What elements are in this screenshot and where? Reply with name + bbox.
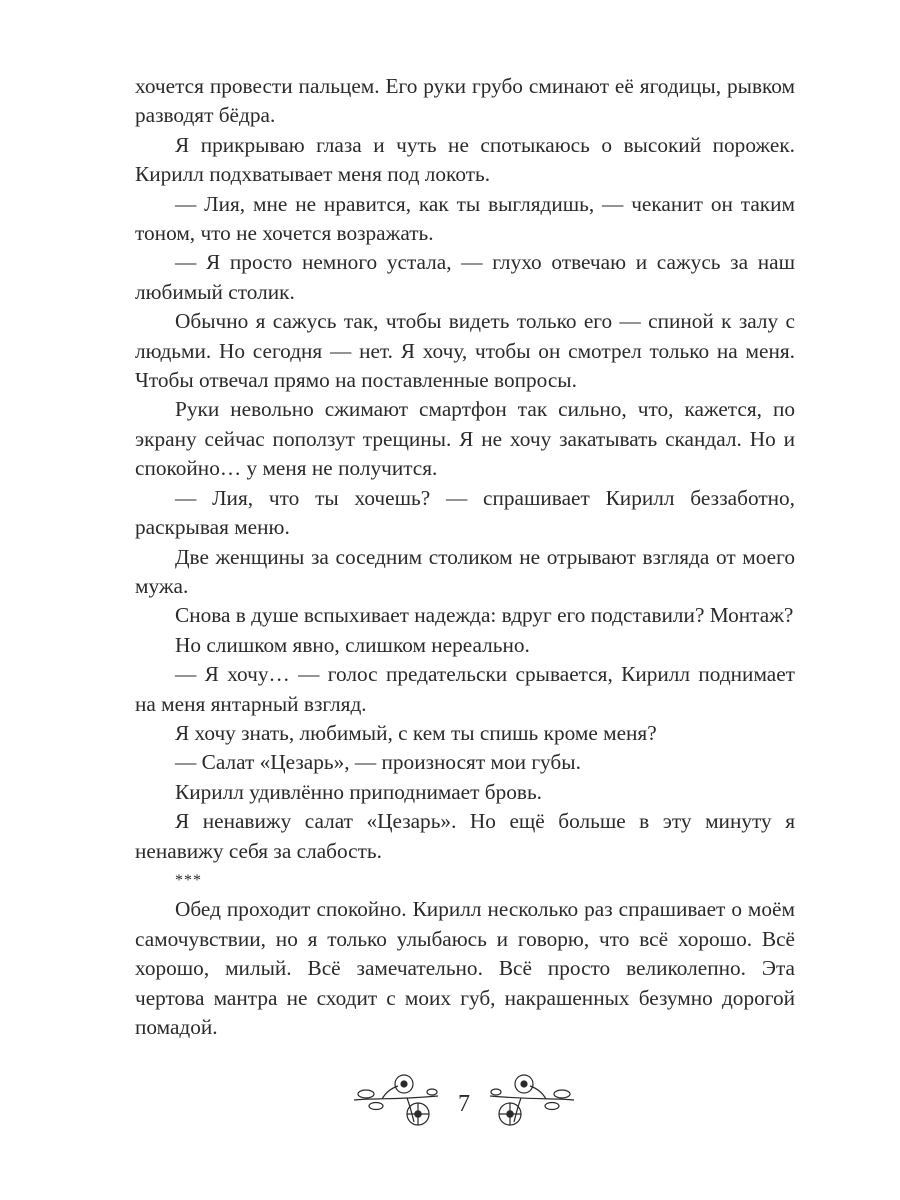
paragraph: Я хочу знать, любимый, с кем ты спишь кроме меня? (175, 720, 657, 745)
paragraph: Кирилл удивлённо приподнимает бровь. (175, 779, 542, 804)
paragraph: Руки невольно сжимают смартфон так сильно, что, кажется, по экрану сейчас поползут трещины. Я не хочу закатывать скандал. Но и спокойно… у меня не получится. (135, 397, 795, 481)
paragraph: Но слишком явно, слишком нереально. (175, 632, 530, 657)
paragraph: — Я хочу… — голос предательски срывается, Кирилл поднимает на меня янтарный взгляд. (135, 662, 795, 716)
paragraph: — Лия, что ты хочешь? — спрашивает Кирилл беззаботно, раскрывая меню. (135, 485, 795, 540)
paragraph: — Салат «Цезарь», — произносят мои губы. (175, 750, 581, 775)
paragraph: хочется провести пальцем. Его руки грубо сминают её ягодицы, рывком разводят бёдра. (135, 74, 795, 128)
floral-branch-icon (488, 1070, 576, 1134)
page-footer (0, 1070, 900, 1140)
paragraph: Обычно я сажусь так, чтобы видеть только его — спиной к залу с людьми. Но сегодня — нет. Я хочу, чтобы он смотрел только на меня. Чтобы отвечал прямо на поставленные вопросы. (135, 309, 795, 393)
paragraph: Обед проходит спокойно. Кирилл несколько раз спрашивает о моём самочувствии, но я только улыбаюсь и говорю, что всё хорошо. Всё хорошо, милый. Всё замечательно. Всё просто великолепно. Эта чертова мантра не сходит с моих губ, накрашенных безумно дорогой помадой. (135, 897, 795, 1039)
paragraph: — Я просто немного устала, — глухо отвечаю и сажусь за наш любимый столик. (135, 250, 795, 304)
paragraph: Снова в душе вспыхивает надежда: вдруг его подставили? Монтаж? (175, 603, 794, 628)
paragraph: Я прикрываю глаза и чуть не спотыкаюсь о высокий порожек. Кирилл подхватывает меня под локоть. (135, 132, 795, 187)
floral-branch-icon (352, 1070, 440, 1134)
body-text (135, 72, 795, 1042)
section-break: *** (175, 871, 202, 889)
paragraph: Две женщины за соседним столиком не отрывают взгляда от моего мужа. (135, 544, 795, 598)
paragraph: Я ненавижу салат «Цезарь». Но ещё больше в эту минуту я ненавижу себя за слабость. (135, 809, 795, 863)
paragraph: — Лия, мне не нравится, как ты выглядишь, — чеканит он таким тоном, что не хочется возражать. (135, 191, 795, 246)
page-number: 7 (458, 1091, 470, 1117)
